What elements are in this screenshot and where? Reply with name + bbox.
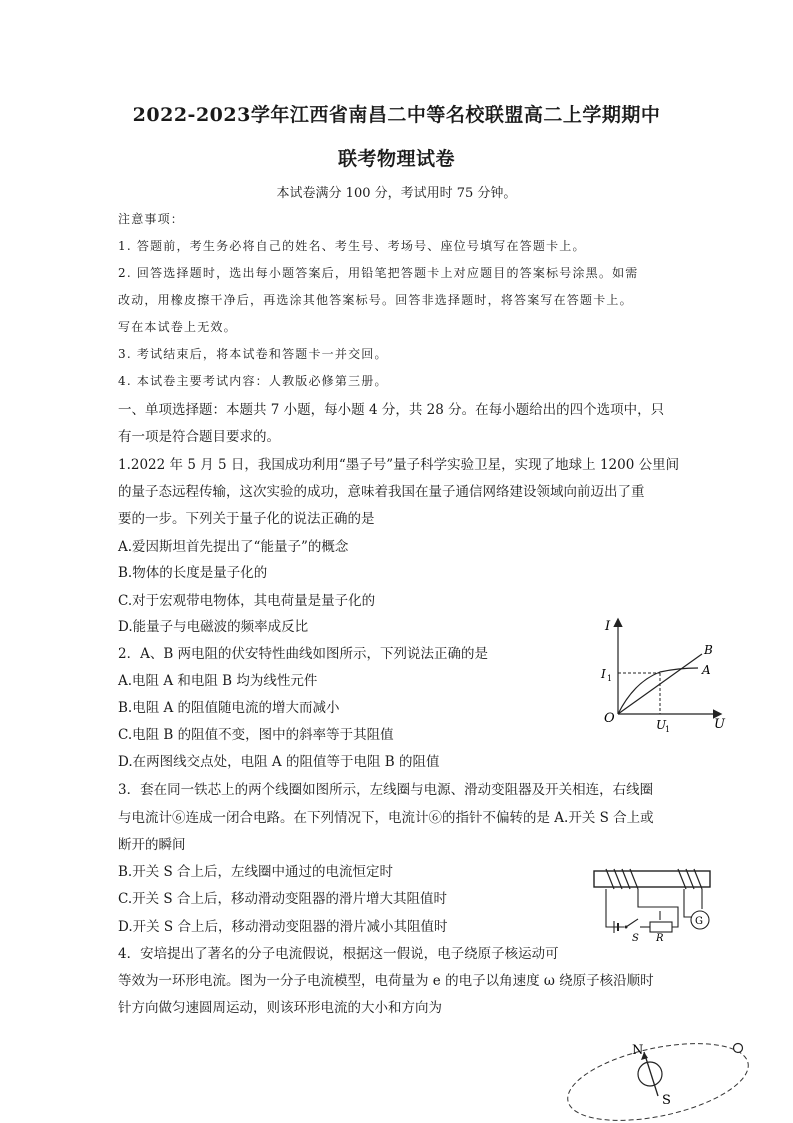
question-4-stem: 4．安培提出了著名的分子电流假说，根据这一假说，电子绕原子核运动可: [118, 946, 559, 962]
question-1-option-a: A.爱因斯坦首先提出了“能量子”的概念: [118, 539, 349, 555]
document-subtitle: 本试卷满分 100 分，考试用时 75 分钟。: [276, 186, 517, 201]
question-1-stem: 要的一步。下列关于量子化的说法正确的是: [118, 511, 375, 527]
origin-label: O: [604, 711, 615, 726]
document-title-line2: 联考物理试卷: [337, 148, 455, 170]
notice-item: 4. 本试卷主要考试内容：人教版必修第三册。: [118, 374, 388, 388]
curve-a: [618, 668, 698, 714]
left-circuit-wire: [606, 889, 624, 927]
i1-label-sub: 1: [607, 674, 613, 683]
right-circuit-wire: [684, 889, 691, 917]
question-3-stem: 断开的瞬间: [118, 837, 186, 853]
question-4-stem: 针方向做匀速圆周运动，则该环形电流的大小和方向为: [118, 1000, 442, 1016]
question-1-option-d: D.能量子与电磁波的频率成反比: [118, 619, 309, 635]
molecular-current-figure: [562, 1030, 762, 1123]
iv-curve-figure: [598, 612, 730, 732]
rheostat-return: [638, 889, 678, 927]
switch-s: [626, 919, 638, 927]
notice-item: 写在本试卷上无效。: [118, 320, 237, 334]
south-label: S: [662, 1093, 671, 1108]
curve-a-label: A: [702, 663, 711, 677]
notice-item: 1. 答题前，考生务必将自己的姓名、考生号、考场号、座位号填写在答题卡上。: [118, 239, 586, 253]
rheostat: [650, 922, 672, 932]
electron: [734, 1044, 743, 1053]
question-1-option-c: C.对于宏观带电物体，其电荷量是量子化的: [118, 593, 376, 609]
notice-item: 改动，用橡皮擦干净后，再选涂其他答案标号。回答非选择题时，将答案写在答题卡上。: [118, 293, 633, 307]
resistor-label: R: [656, 933, 664, 943]
question-3-option-b: B.开关 S 合上后，左线圈中通过的电流恒定时: [118, 864, 394, 880]
question-4-stem: 等效为一环形电流。图为一分子电流模型，电荷量为 e 的电子以角速度 ω 绕原子核沿顺时: [118, 973, 654, 989]
notice-heading: 注意事项：: [118, 212, 185, 226]
question-2-stem: 2．A、B 两电阻的伏安特性曲线如图所示，下列说法正确的是: [118, 646, 489, 662]
switch-label: S: [632, 933, 639, 943]
question-1-stem: 的量子态远程传输，这次实验的成功，意味着我国在量子通信网络建设领域向前迈出了重: [118, 484, 645, 500]
section-heading-cont: 有一项是符合题目要求的。: [118, 429, 280, 445]
i1-label: I: [601, 667, 606, 681]
question-3-option-c: C.开关 S 合上后，移动滑动变阻器的滑片增大其阻值时: [118, 891, 447, 907]
question-1-stem: 1.2022 年 5 月 5 日，我国成功利用“墨子号”量子科学实验卫星，实现了地球上 1200 公里间: [118, 457, 680, 473]
question-3-stem: 与电流计⑥连成一闭合电路。在下列情况下，电流计⑥的指针不偏转的是 A.开关 S 合上或: [118, 810, 654, 826]
nucleus: [638, 1062, 662, 1086]
left-coil: [606, 869, 638, 889]
document-title-line1: 2022-2023学年江西省南昌二中等名校联盟高二上学期期中: [132, 104, 661, 126]
north-label: N: [632, 1043, 644, 1058]
question-2-option-a: A.电阻 A 和电阻 B 均为线性元件: [118, 673, 318, 689]
question-2-option-d: D.在两图线交点处，电阻 A 的阻值等于电阻 B 的阻值: [118, 754, 440, 770]
question-2-option-c: C.电阻 B 的阻值不变，图中的斜率等于其阻值: [118, 727, 394, 743]
right-coil: [678, 869, 702, 889]
coil-circuit-figure: [588, 865, 718, 943]
u-axis-label: U: [714, 717, 725, 732]
line-b-label: B: [704, 643, 713, 657]
question-1-option-b: B.物体的长度是量子化的: [118, 565, 268, 581]
notice-item: 2. 回答选择题时，选出每小题答案后，用铅笔把答题卡上对应题目的答案标号涂黑。如需: [118, 266, 639, 280]
question-3-stem: 3．套在同一铁芯上的两个线圈如图所示，左线圈与电源、滑动变阻器及开关相连，右线圈: [118, 782, 654, 798]
section-heading: 一、单项选择题：本题共 7 小题，每小题 4 分，共 28 分。在每小题给出的四个选项中，只: [118, 402, 665, 418]
question-2-option-b: B.电阻 A 的阻值随电流的增大而减小: [118, 700, 340, 716]
u1-label-sub: 1: [665, 725, 671, 732]
question-3-option-d: D.开关 S 合上后，移动滑动变阻器的滑片减小其阻值时: [118, 919, 448, 935]
notice-item: 3. 考试结束后，将本试卷和答题卡一并交回。: [118, 347, 388, 361]
galvanometer-label: G: [695, 916, 703, 927]
i-axis-label: I: [605, 619, 611, 634]
switch-pivot: [625, 926, 628, 929]
u1-label: U: [656, 718, 667, 732]
